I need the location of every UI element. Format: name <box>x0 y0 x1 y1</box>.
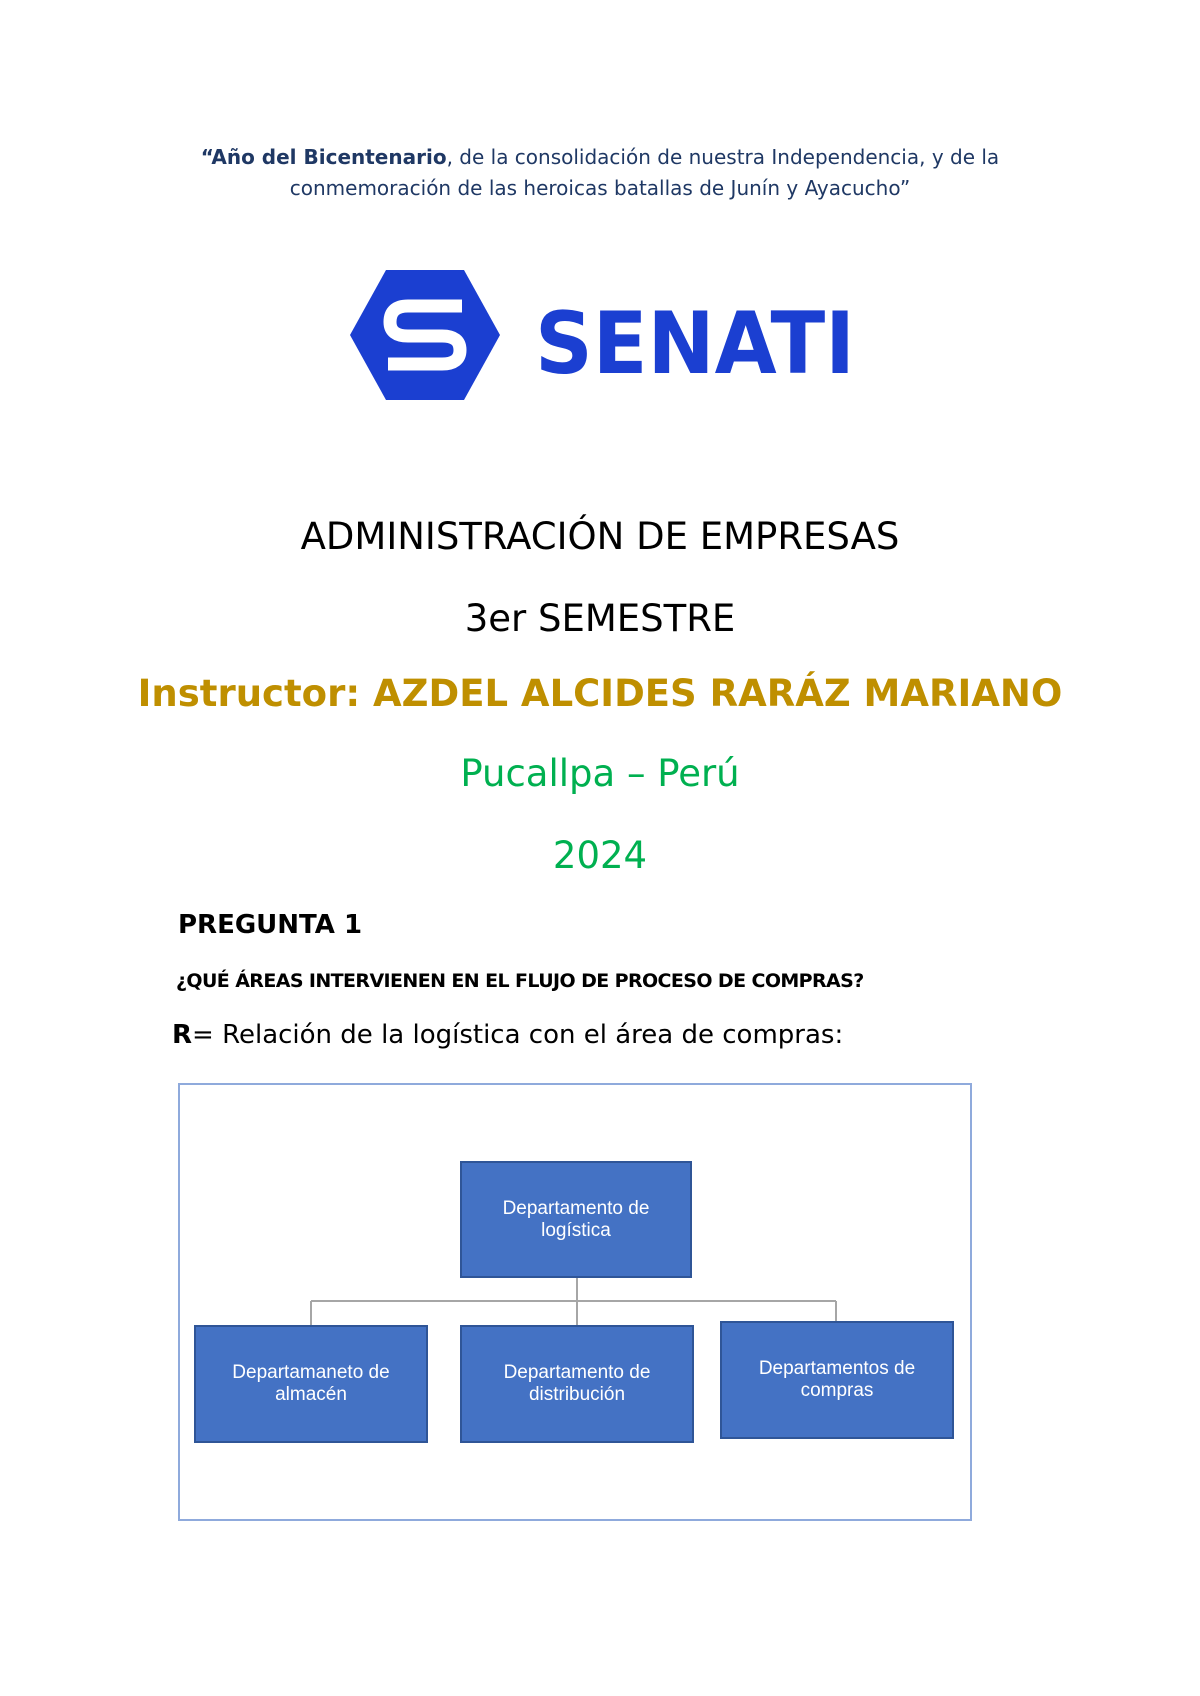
org-box-logistica-line2: logística <box>541 1219 611 1241</box>
org-box-compras <box>720 1321 954 1439</box>
org-box-compras-line1: Departamentos de <box>758 1358 916 1379</box>
instructor-name: Instructor: AZDEL ALCIDES RARÁZ MARIANO <box>137 672 1063 715</box>
senati-wordmark: SENATI <box>535 294 855 394</box>
senati-logo <box>350 270 860 400</box>
motto-bold-part: “Año del Bicentenario <box>200 145 447 169</box>
org-box-almacen-line1: Departamaneto de <box>232 1362 390 1383</box>
year-label: 2024 <box>552 834 648 877</box>
org-box-compras-line2: compras <box>800 1380 874 1401</box>
org-box-logistica-line1: Departamento de <box>502 1197 650 1219</box>
motto-line-2: conmemoración de las heroicas batallas de Junín y Ayacucho” <box>289 176 911 200</box>
org-box-logistica <box>460 1161 692 1278</box>
question-text: ¿QUÉ ÁREAS INTERVIENEN EN EL FLUJO DE PROCESO DE COMPRAS? <box>176 970 864 992</box>
senati-hexagon-icon <box>350 270 500 400</box>
program-title: ADMINISTRACIÓN DE EMPRESAS <box>300 515 900 558</box>
semester-label: 3er SEMESTRE <box>464 597 736 640</box>
org-chart-frame <box>178 1083 972 1521</box>
org-box-almacen-line2: almacén <box>275 1384 347 1405</box>
city-label: Pucallpa – Perú <box>460 752 740 795</box>
motto-rest-part: , de la consolidación de nuestra Independencia, y de la <box>446 145 1000 169</box>
org-box-almacen <box>194 1325 428 1443</box>
motto-line-1 <box>0 142 1200 173</box>
header-motto <box>0 142 1200 204</box>
answer-prefix: R <box>172 1020 193 1050</box>
answer-body: = Relación de la logística con el área de compras: <box>192 1020 844 1050</box>
org-box-distribucion-line2: distribución <box>528 1384 626 1405</box>
org-chart-connectors <box>180 1085 970 1519</box>
org-box-distribucion <box>460 1325 694 1443</box>
question-title: PREGUNTA 1 <box>178 910 363 940</box>
org-box-distribucion-line1: Departamento de <box>503 1362 651 1383</box>
answer-text <box>172 1020 843 1050</box>
